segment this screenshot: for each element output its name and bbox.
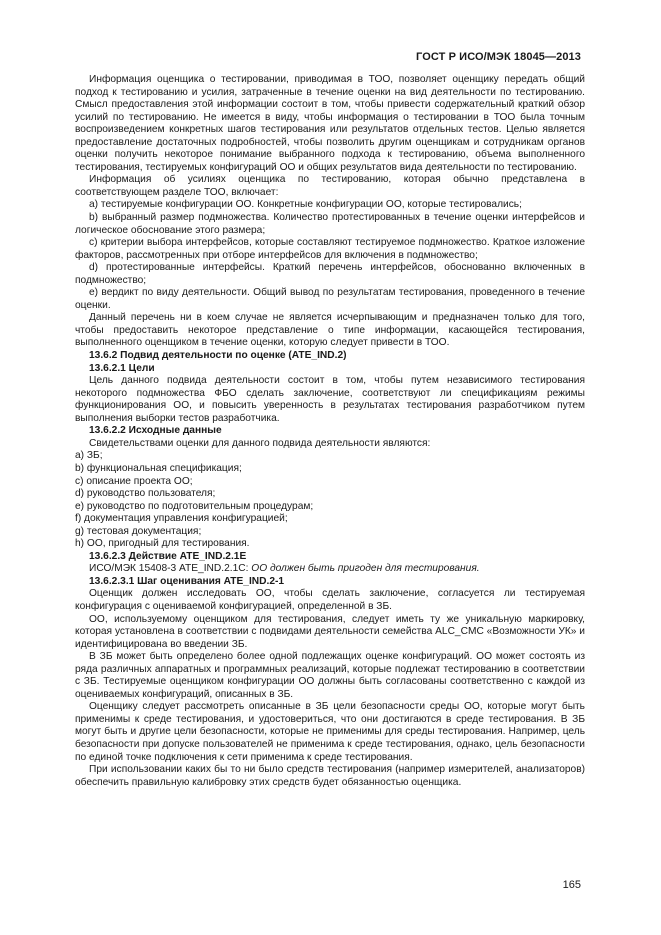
paragraph: При использовании каких бы то ни было средств тестирования (например измерителей, анализаторов) обеспечить правильную калибровку этих средств будет обязанностью оценщика. (75, 764, 585, 788)
paragraph: Оценщик должен исследовать ОО, чтобы сделать заключение, согласуется ли тестируемая конфигурация с оцениваемой конфигурацией, определенной в ЗБ. (75, 588, 585, 612)
list-item: b) функциональная спецификация; (75, 462, 242, 474)
paragraph: Информация об усилиях оценщика по тестированию, которая обычно представлена в соответствующем разделе ТОО, включает: (75, 174, 585, 198)
action-reference (75, 563, 585, 576)
paragraph: d) протестированные интерфейсы. Краткий перечень интерфейсов, обоснованно включенных в подмножество; (75, 262, 585, 286)
paragraph: a) тестируемые конфигурации ОО. Конкретные конфигурации ОО, которые тестировались; (89, 199, 522, 211)
page-body (75, 74, 585, 789)
paragraph: Свидетельствами оценки для данного подвида деятельности являются: (89, 437, 431, 449)
paragraph: c) критерии выбора интерфейсов, которые составляют тестируемое подмножество. Краткое изложение факторов, рассмотренных при отборе интерфейсов для включения в подмножество; (75, 237, 585, 261)
list-item: e) руководство по подготовительным процедурам; (75, 500, 314, 512)
section-heading: 13.6.2.2 Исходные данные (89, 425, 222, 437)
paragraph: Цель данного подвида деятельности состоит в том, чтобы путем независимого тестирования некоторого подмножества ФБО сделать заключение, соответствуют ли спецификациям режимы функционирования ОО, и повысить уверенность в результатах тестирования разработчиком путем выполнения выборки тестов разработчика. (75, 375, 585, 424)
section-heading: 13.6.2.3 Действие ATE_IND.2.1E (89, 550, 247, 562)
paragraph: Оценщику следует рассмотреть описанные в ЗБ цели безопасности среды ОО, которые могут быть применимы к среде тестирования, и удостовериться, что они достигаются в среде тестирования. В ЗБ могут быть и другие цели безопасности, которые не применимы для среды тестирования. Например, цель безопасности при допуске пользователей не применима к среде тестирования, однако, цель безопасности по единой точке подключения к сети применима к среде тестирования. (75, 701, 585, 763)
list-item: d) руководство пользователя; (75, 488, 216, 500)
paragraph: Информация оценщика о тестировании, приводимая в ТОО, позволяет оценщику передать общий подход к тестированию и усилия, затраченные в течение оценки на вид деятельности по тестированию. Смысл предоставления этой информации состоит в том, чтобы привести содержательный краткий обзор усилий по тестированию. Не имеется в виду, чтобы информация о тестировании в ТОО была точным воспроизведением конкретных шагов тестирования или результатов отдельных тестов. Целью является предоставление достаточных подробностей, чтобы позволить другим оценщикам и сотрудникам органов оценки получить некоторое понимание выбранного подхода к тестированию, объема выполненного тестирования, тестируемых конфигураций ОО и общих результатов вида деятельности по тестированию. (75, 74, 585, 173)
paragraph: e) вердикт по виду деятельности. Общий вывод по результатам тестирования, проведенного в течение оценки. (75, 287, 585, 311)
body-section-2 (75, 576, 585, 789)
section-heading: 13.6.2 Подвид деятельности по оценке (ATE_IND.2) (89, 350, 347, 362)
list-item: h) ОО, пригодный для тестирования. (75, 538, 250, 550)
paragraph: В ЗБ может быть определено более одной подлежащих оценке конфигураций. ОО может состоять из ряда различных аппаратных и программных реализаций, которые подлежат тестированию в соответствии с ЗБ. Тестируемые оценщиком конфигурации ОО должны быть согласованы соответственно с каждой из оцениваемых конфигураций, описанных в ЗБ. (75, 651, 585, 700)
list-item: c) описание проекта ОО; (75, 475, 193, 487)
action-reference-prefix: ИСО/МЭК 15408-3 ATE_IND.2.1C: (89, 563, 252, 575)
document-header: ГОСТ Р ИСО/МЭК 18045—2013 (416, 51, 581, 63)
action-reference-text: ОО должен быть пригоден для тестирования. (251, 563, 480, 575)
paragraph: ОО, используемому оценщиком для тестирования, следует иметь ту же уникальную маркировку, которая установлена в соответствии с подвидами деятельности семейства ALC_CMC «Возможности УК» и идентифицирована во введении ЗБ. (75, 613, 585, 650)
section-heading: 13.6.2.3.1 Шаг оценивания ATE_IND.2-1 (89, 575, 285, 587)
list-item: g) тестовая документация; (75, 525, 202, 537)
paragraph: b) выбранный размер подмножества. Количество протестированных в течение оценки интерфейсов и логическое обоснование этого размера; (75, 212, 585, 236)
list-item: a) ЗБ; (75, 450, 103, 462)
list-item: f) документация управления конфигурацией; (75, 513, 288, 525)
body-section-1 (75, 74, 585, 563)
page-number: 165 (562, 879, 581, 891)
paragraph: Данный перечень ни в коем случае не является исчерпывающим и предназначен только для того, чтобы предоставить некоторое представление о типе информации, касающейся тестирования, выполненного оценщиком в течение оценки, которую следует привести в ТОО. (75, 312, 585, 349)
section-heading: 13.6.2.1 Цели (89, 362, 155, 374)
